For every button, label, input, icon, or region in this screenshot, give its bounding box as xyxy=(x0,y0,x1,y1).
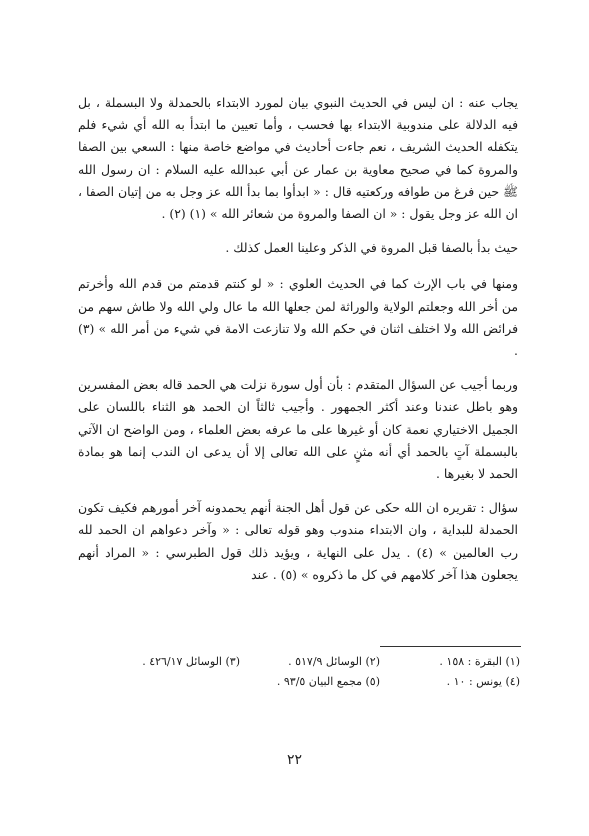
footnote-row xyxy=(100,652,520,672)
main-text xyxy=(78,92,518,598)
footnote-5: (٥) مجمع البيان ٩٣/٥ . xyxy=(276,675,380,688)
paragraph-1: يجاب عنه : ان ليس في الحديث النبوي بيان لمورد الابتداء بالحمدلة ولا البسملة ، بل فيه الدلالة على مندوبية الابتداء بها فحسب ، وأما تعيين ما ابتدأ به الله أي شيء فلم يتكفله الحديث الشريف ، نعم جاءت أحاديث في مواضع خاصة منها : السعي بين الصفا والمروة كما في صحيح معاوية بن عمار عن أبي عبدالله عليه السلام : ان رسول الله ﷺ حين فرغ من طوافه وركعتيه قال : « ابدأوا بما بدأ الله عز وجل به من إتيان الصفا ، ان الله عز وجل يقول : « ان الصفا والمروة من شعائر الله » (١) (٢) . xyxy=(78,95,518,222)
footnote-1: (١) البقرة : ١٥٨ . xyxy=(439,655,520,668)
page-number: ٢٢ xyxy=(286,752,303,768)
footnote-2: (٢) الوسائل ٥١٧/٩ . xyxy=(288,655,380,668)
paragraph-4: وربما أجيب عن السؤال المتقدم : بأن أول سورة نزلت هي الحمد قاله بعض المفسرين وهو باطل عندنا وعند أكثر الجمهور . وأجيب ثالثاً ان الحمد هو الثناء باللسان على الجميل الاختياري نعمة كان أو غيرها على ما عرفه بعض العلماء ، ومن الواضح ان الآتي بالبسملة آتٍ بالحمد أي أنه مثنٍ على الله تعالى إلا أن يدعى ان الندب إنما هو بمادة الحمد لا بغيرها . xyxy=(78,377,518,482)
footnotes xyxy=(100,652,520,692)
paragraph-2: حيث بدأ بالصفا قبل المروة في الذكر وعلينا العمل كذلك . xyxy=(225,240,518,256)
paragraph-3: ومنها في باب الإرث كما في الحديث العلوي : « لو كنتم قدمتم من قدم الله وأخرتم من أخر الله وجعلتم الولاية والوراثة لمن جعلها الله ما عال ولي الله ولا طاش سهم من فرائض الله ولا اختلف اثنان في حكم الله ولا تنازعت الامة في شيء من أمر الله » (٣) . xyxy=(78,276,518,359)
footnote-row xyxy=(100,672,520,692)
footnote-divider xyxy=(380,646,521,647)
footnote-4: (٤) يونس : ١٠ . xyxy=(446,675,520,688)
footnote-3: (٣) الوسائل ٤٢٦/١٧ . xyxy=(142,655,240,668)
paragraph-5: سؤال : تقريره ان الله حكى عن قول أهل الجنة أنهم يحمدونه آخر أمورهم فكيف تكون الحمدلة للبداية ، وان الابتداء مندوب وهو قوله تعالى : « وآخر دعواهم ان الحمد لله رب العالمين » (٤) . يدل على النهاية ، ويؤيد ذلك قول الطبرسي : « المراد أنهم يجعلون هذا آخر كلامهم في كل ما ذكروه » (٥) . عند xyxy=(78,500,518,582)
